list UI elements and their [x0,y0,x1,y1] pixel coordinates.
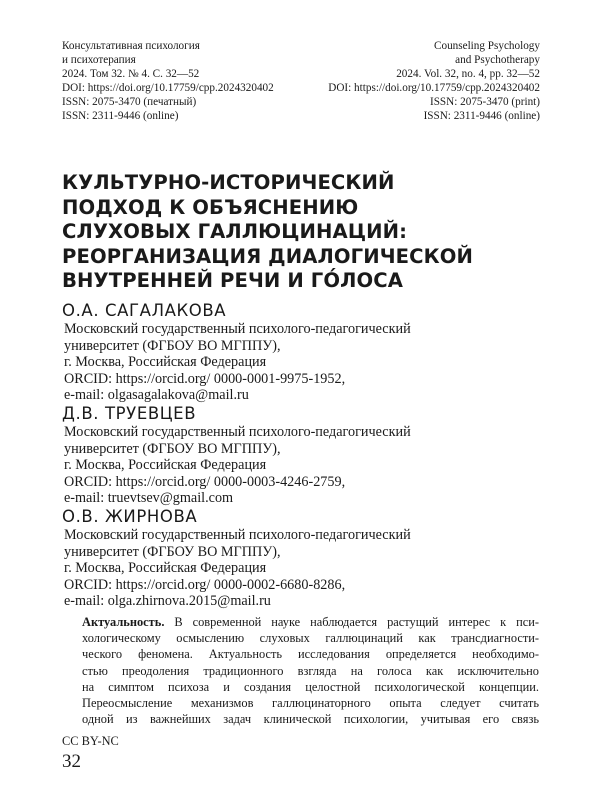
header-left-line: ISSN: 2311-9446 (online) [62,109,179,122]
orcid-link[interactable]: ORCID: https://orcid.org/ 0000-0001-9975-1952, [64,370,346,387]
header-left-line: 2024. Том 32. № 4. С. 32—52 [62,67,200,80]
page-number: 32 [62,751,81,772]
abstract-line [82,614,539,630]
article-title [62,171,542,294]
abstract-line: на симптом психоза и создания целостной психологической концепции. [82,679,539,694]
affiliation-line: Московский государственный психолого-педагогический [64,321,411,337]
affiliation-line: Московский государственный психолого-педагогический [64,527,411,543]
affiliation-line: Московский государственный психолого-педагогический [64,424,411,440]
title-line: КУЛЬТУРНО-ИСТОРИЧЕСКИЙ [62,171,395,194]
abstract-line: Переосмысление механизмов галлюцинаторного опыта следует считать [82,696,539,711]
header-right-line: 2024. Vol. 32, no. 4, pp. 32—52 [396,67,540,80]
email-link[interactable]: e-mail: olga.zhirnova.2015@mail.ru [64,593,271,610]
title-line: ВНУТРЕННЕЙ РЕЧИ И ГО́ЛОСА [62,269,403,293]
title-line: ПОДХОД К ОБЪЯСНЕНИЮ [62,195,359,219]
license-label: CC BY-NC [62,734,119,748]
header-right-line: ISSN: 2311-9446 (online) [423,109,540,122]
affiliation-line: университет (ФГБОУ ВО МГППУ), [64,543,281,560]
affiliation-line: г. Москва, Российская Федерация [64,354,267,371]
abstract-line: стью преодоления традиционного взгляда на голоса как исключительно [82,663,539,678]
affiliation-line: университет (ФГБОУ ВО МГППУ), [64,337,281,354]
author-affiliation [62,424,542,507]
affiliation-line: г. Москва, Российская Федерация [64,457,267,474]
header-left-line: ISSN: 2075-3470 (печатный) [62,95,197,108]
author-block-1 [62,301,542,404]
affiliation-line: университет (ФГБОУ ВО МГППУ), [64,440,281,457]
email-link[interactable]: e-mail: truevtsev@gmail.com [64,490,234,507]
author-block-2 [62,404,542,507]
header-left-doi[interactable]: DOI: https://doi.org/10.17759/cpp.2024320402 [62,81,274,94]
title-line: РЕОРГАНИЗАЦИЯ ДИАЛОГИЧЕСКОЙ [62,244,473,268]
email-link[interactable]: e-mail: olgasagalakova@mail.ru [64,387,249,404]
author-affiliation [62,321,542,404]
abstract-label: Актуальность. [82,615,165,629]
header-left-russian [62,40,274,123]
header-right-line: Counseling Psychology [434,40,540,52]
header-right-line: and Psychotherapy [455,53,540,66]
abstract-line: одной из важнейших задач клинической психологии, учитывая его связь [82,712,539,727]
author-name: О.В. ЖИРНОВА [62,507,198,526]
author-name: О.А. САГАЛАКОВА [62,301,227,320]
orcid-link[interactable]: ORCID: https://orcid.org/ 0000-0002-6680-8286, [64,576,346,593]
author-name: Д.В. ТРУЕВЦЕВ [62,404,197,423]
author-affiliation [62,527,542,610]
header-left-line: Консультативная психология [62,40,200,52]
abstract-line: ческого феномена. Актуальность исследования определяется необходимо- [82,647,539,662]
affiliation-line: г. Москва, Российская Федерация [64,560,267,577]
abstract-text: В современной науке наблюдается растущий интерес к пси- [174,615,539,629]
title-line: СЛУХОВЫХ ГАЛЛЮЦИНАЦИЙ: [62,220,408,244]
header-right-line: ISSN: 2075-3470 (print) [429,95,540,108]
abstract-line: хологическому осмыслению слуховых галлюцинаций как трансдиагности- [82,631,539,646]
header-right-doi[interactable]: DOI: https://doi.org/10.17759/cpp.2024320402 [328,81,540,94]
author-block-3 [62,507,542,610]
orcid-link[interactable]: ORCID: https://orcid.org/ 0000-0003-4246-2759, [64,473,346,490]
abstract [82,614,539,727]
header-left-line: и психотерапия [62,53,136,66]
header-right-english [328,40,540,123]
